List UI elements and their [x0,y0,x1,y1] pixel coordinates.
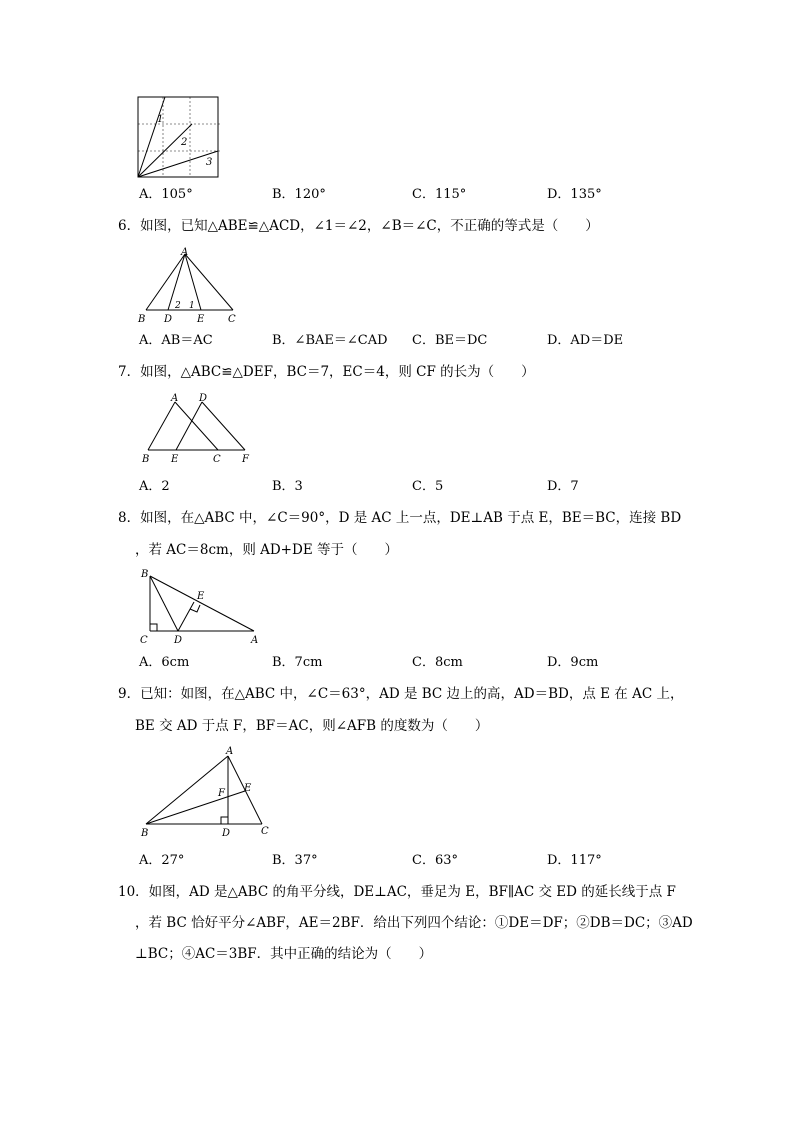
q8-option-a[interactable]: A．6cm [139,655,190,670]
q5-angle-3-label: 3 [206,157,213,168]
q9-option-d[interactable]: D．117° [547,853,602,868]
q9-label-c: C [261,826,269,837]
q8-figure [136,566,268,646]
q7-option-b[interactable]: B．3 [272,479,303,494]
q7-label-b: B [142,454,150,465]
q8-option-d[interactable]: D．9cm [547,655,599,670]
q6-option-c[interactable]: C．BE＝DC [412,333,488,348]
q9-label-f: F [218,788,225,799]
q6-figure [132,244,244,326]
q8-label-e: E [197,591,205,602]
q7-label-e: E [171,454,179,465]
q6-option-a[interactable]: A．AB＝AC [139,333,213,348]
q10-question-line-3: ⊥BC；④AC＝3BF．其中正确的结论为（ ） [135,946,433,962]
q7-label-d: D [199,393,208,404]
q8-question-line-2: ，若 AC＝8cm，则 AD+DE 等于（ ） [135,542,398,558]
q9-question-line-1: 9．已知：如图，在△ABC 中，∠C＝63°，AD 是 BC 边上的高，AD＝BD，点 E 在 AC 上， [118,686,684,702]
q6-label-b: B [138,314,146,325]
q7-option-a[interactable]: A．2 [139,479,170,494]
q9-option-a[interactable]: A．27° [139,853,185,868]
q10-question-line-2: ，若 BC 恰好平分∠ABF，AE＝2BF．给出下列四个结论：①DE＝DF；②DB＝DC；③AD [135,915,693,931]
q7-option-d[interactable]: D．7 [547,479,579,494]
q7-option-c[interactable]: C．5 [412,479,444,494]
q9-question-line-2: BE 交 AD 于点 F，BF＝AC，则∠AFB 的度数为（ ） [135,718,489,734]
q6-label-d: D [164,314,173,325]
q9-option-c[interactable]: C．63° [412,853,458,868]
q7-label-a: A [171,393,179,404]
q8-option-b[interactable]: B．7cm [272,655,323,670]
q9-label-d: D [222,828,231,839]
q7-figure [138,390,258,466]
q6-label-a: A [181,247,189,258]
q5-option-d[interactable]: D．135° [547,187,602,202]
q5-angle-1-label: 1 [157,114,164,125]
q10-question-line-1: 10．如图，AD 是△ABC 的角平分线，DE⊥AC，垂足为 E，BF∥AC 交 ED 的延长线于点 F [118,884,676,900]
q6-option-b[interactable]: B．∠BAE＝∠CAD [272,333,388,348]
q6-option-d[interactable]: D．AD＝DE [547,333,624,348]
q9-option-b[interactable]: B．37° [272,853,318,868]
q9-figure [136,744,276,840]
q9-label-b: B [141,828,149,839]
q6-angle-2-label: 2 [175,301,181,311]
q6-label-e: E [197,314,205,325]
q5-option-a[interactable]: A．105° [139,187,193,202]
q7-question-text: 7．如图，△ABC≌△DEF，BC＝7，EC＝4，则 CF 的长为（ ） [118,364,535,380]
q8-label-a: A [251,635,259,646]
q9-label-e: E [244,783,252,794]
q6-label-c: C [228,314,236,325]
q5-option-c[interactable]: C．115° [412,187,467,202]
q8-label-d: D [174,635,183,646]
q8-label-b: B [141,569,149,580]
q8-label-c: C [140,635,148,646]
q5-option-b[interactable]: B．120° [272,187,326,202]
q8-option-c[interactable]: C．8cm [412,655,463,670]
q5-angle-2-label: 2 [181,137,188,148]
q7-label-f: F [242,454,249,465]
q6-angle-1-label: 1 [189,301,195,311]
q8-question-line-1: 8．如图，在△ABC 中，∠C＝90°，D 是 AC 上一点，DE⊥AB 于点 E，BE＝BC，连接 BD [118,510,682,526]
q7-label-c: C [213,454,221,465]
q6-question-text: 6．如图，已知△ABE≌△ACD，∠1＝∠2，∠B＝∠C，不正确的等式是（ ） [118,218,599,234]
q5-figure [136,95,222,179]
q9-label-a: A [226,746,234,757]
